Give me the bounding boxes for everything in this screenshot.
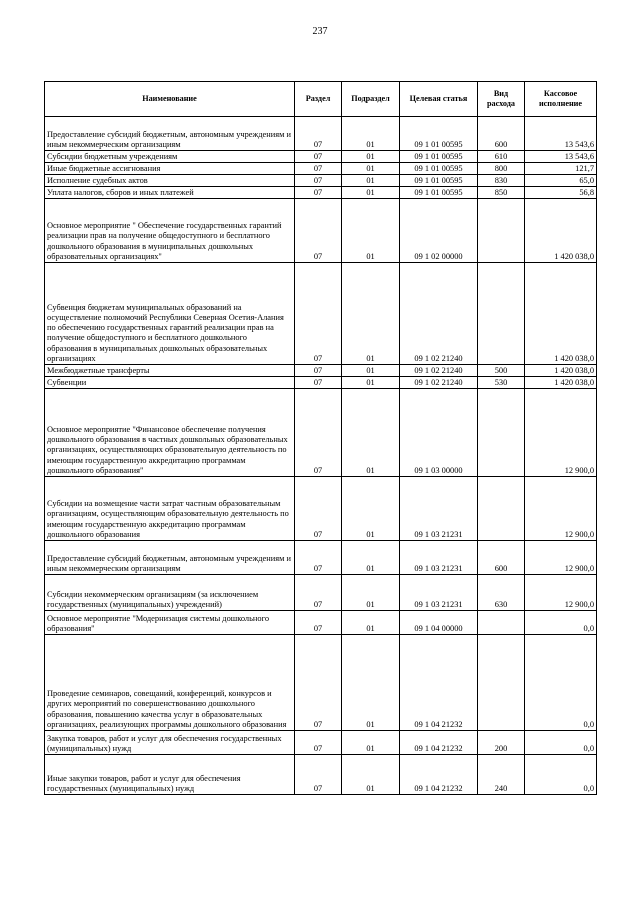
row-amount: 12 900,0 bbox=[525, 575, 597, 611]
row-subsection: 01 bbox=[342, 611, 400, 635]
row-subsection: 01 bbox=[342, 477, 400, 541]
row-subsection: 01 bbox=[342, 199, 400, 263]
row-target: 09 1 02 21240 bbox=[400, 263, 478, 365]
table-row bbox=[45, 477, 597, 541]
row-type: 600 bbox=[478, 117, 525, 151]
header-cash-execution: Кассовое исполнение bbox=[525, 82, 597, 117]
table-row bbox=[45, 175, 597, 187]
row-subsection: 01 bbox=[342, 377, 400, 389]
row-amount: 1 420 038,0 bbox=[525, 365, 597, 377]
row-target: 09 1 03 00000 bbox=[400, 389, 478, 477]
row-target: 09 1 01 00595 bbox=[400, 175, 478, 187]
row-type bbox=[478, 199, 525, 263]
row-section: 07 bbox=[295, 755, 342, 795]
row-section: 07 bbox=[295, 187, 342, 199]
table-row bbox=[45, 199, 597, 263]
header-expense-type: Вид расхода bbox=[478, 82, 525, 117]
header-target-article: Целевая статья bbox=[400, 82, 478, 117]
row-target: 09 1 02 00000 bbox=[400, 199, 478, 263]
row-target: 09 1 01 00595 bbox=[400, 187, 478, 199]
row-subsection: 01 bbox=[342, 541, 400, 575]
row-type: 800 bbox=[478, 163, 525, 175]
row-section: 07 bbox=[295, 175, 342, 187]
row-section: 07 bbox=[295, 635, 342, 731]
row-subsection: 01 bbox=[342, 755, 400, 795]
row-amount: 1 420 038,0 bbox=[525, 377, 597, 389]
row-section: 07 bbox=[295, 731, 342, 755]
row-type: 830 bbox=[478, 175, 525, 187]
row-amount: 13 543,6 bbox=[525, 151, 597, 163]
row-target: 09 1 01 00595 bbox=[400, 163, 478, 175]
table-row bbox=[45, 117, 597, 151]
row-type bbox=[478, 635, 525, 731]
page-number: 237 bbox=[312, 26, 328, 37]
row-subsection: 01 bbox=[342, 365, 400, 377]
header-name: Наименование bbox=[45, 82, 295, 117]
row-section: 07 bbox=[295, 151, 342, 163]
table-row bbox=[45, 365, 597, 377]
row-name: Межбюджетные трансферты bbox=[45, 365, 295, 377]
table-row bbox=[45, 731, 597, 755]
row-name: Уплата налогов, сборов и иных платежей bbox=[45, 187, 295, 199]
row-section: 07 bbox=[295, 389, 342, 477]
row-type: 500 bbox=[478, 365, 525, 377]
row-subsection: 01 bbox=[342, 731, 400, 755]
row-name: Предоставление субсидий бюджетным, автономным учреждениям и иным некоммерческим организациям bbox=[45, 541, 295, 575]
row-target: 09 1 04 00000 bbox=[400, 611, 478, 635]
row-subsection: 01 bbox=[342, 163, 400, 175]
row-subsection: 01 bbox=[342, 263, 400, 365]
row-target: 09 1 02 21240 bbox=[400, 365, 478, 377]
row-name: Субвенция бюджетам муниципальных образований на осуществление полномочий Республики Северная Осетия-Алания по обеспечению государственных гарантий реализации прав на получение общедоступного и бесплатного дошкольного образования в муниципальных дошкольных образовательных организациях bbox=[45, 263, 295, 365]
row-target: 09 1 03 21231 bbox=[400, 575, 478, 611]
row-name: Иные бюджетные ассигнования bbox=[45, 163, 295, 175]
row-subsection: 01 bbox=[342, 575, 400, 611]
row-amount: 0,0 bbox=[525, 635, 597, 731]
row-target: 09 1 03 21231 bbox=[400, 477, 478, 541]
row-name: Закупка товаров, работ и услуг для обеспечения государственных (муниципальных) нужд bbox=[45, 731, 295, 755]
row-amount: 0,0 bbox=[525, 731, 597, 755]
row-subsection: 01 bbox=[342, 151, 400, 163]
row-amount: 12 900,0 bbox=[525, 541, 597, 575]
table-row bbox=[45, 187, 597, 199]
row-target: 09 1 01 00595 bbox=[400, 151, 478, 163]
row-section: 07 bbox=[295, 117, 342, 151]
row-type bbox=[478, 389, 525, 477]
row-type: 530 bbox=[478, 377, 525, 389]
row-target: 09 1 02 21240 bbox=[400, 377, 478, 389]
table-row bbox=[45, 389, 597, 477]
table-header-row bbox=[45, 82, 597, 117]
row-amount: 56,8 bbox=[525, 187, 597, 199]
row-name: Проведение семинаров, совещаний, конференций, конкурсов и других мероприятий по совершенствованию дошкольного образования, повышению качества услуг в образовательных организациях, реализующих программы дошкольного образования bbox=[45, 635, 295, 731]
table-row bbox=[45, 263, 597, 365]
row-name: Субвенции bbox=[45, 377, 295, 389]
row-name: Исполнение судебных актов bbox=[45, 175, 295, 187]
row-type: 610 bbox=[478, 151, 525, 163]
row-target: 09 1 04 21232 bbox=[400, 635, 478, 731]
row-section: 07 bbox=[295, 163, 342, 175]
row-amount: 13 543,6 bbox=[525, 117, 597, 151]
row-name: Иные закупки товаров, работ и услуг для обеспечения государственных (муниципальных) нужд bbox=[45, 755, 295, 795]
header-section: Раздел bbox=[295, 82, 342, 117]
row-name: Основное мероприятие "Модернизация системы дошкольного образования" bbox=[45, 611, 295, 635]
budget-table bbox=[44, 81, 597, 795]
row-amount: 1 420 038,0 bbox=[525, 199, 597, 263]
row-subsection: 01 bbox=[342, 389, 400, 477]
row-section: 07 bbox=[295, 377, 342, 389]
row-section: 07 bbox=[295, 611, 342, 635]
row-amount: 0,0 bbox=[525, 755, 597, 795]
row-subsection: 01 bbox=[342, 117, 400, 151]
row-target: 09 1 03 21231 bbox=[400, 541, 478, 575]
table-row bbox=[45, 611, 597, 635]
row-name: Субсидии некоммерческим организациям (за исключением государственных (муниципальных) учреждений) bbox=[45, 575, 295, 611]
row-type: 240 bbox=[478, 755, 525, 795]
table-row bbox=[45, 635, 597, 731]
row-target: 09 1 04 21232 bbox=[400, 755, 478, 795]
row-name: Основное мероприятие "Финансовое обеспечение получения дошкольного образования в частных дошкольных образовательных организациях, осуществляющих образовательную деятельность по имеющим государственную аккредитацию программам дошкольного образования" bbox=[45, 389, 295, 477]
row-subsection: 01 bbox=[342, 635, 400, 731]
row-name: Субсидии на возмещение части затрат частным образовательным организациям, осуществляющим образовательную деятельность по имеющим государственную аккредитацию программам дошкольного образования bbox=[45, 477, 295, 541]
row-subsection: 01 bbox=[342, 175, 400, 187]
row-name: Основное мероприятие " Обеспечение государственных гарантий реализации прав на получение общедоступного и бесплатного дошкольного образования в муниципальных дошкольных образовательных организациях" bbox=[45, 199, 295, 263]
table-row bbox=[45, 541, 597, 575]
row-target: 09 1 04 21232 bbox=[400, 731, 478, 755]
row-name: Предоставление субсидий бюджетным, автономным учреждениям и иным некоммерческим организациям bbox=[45, 117, 295, 151]
row-type: 200 bbox=[478, 731, 525, 755]
row-subsection: 01 bbox=[342, 187, 400, 199]
table-row bbox=[45, 163, 597, 175]
row-type: 850 bbox=[478, 187, 525, 199]
row-type bbox=[478, 611, 525, 635]
row-section: 07 bbox=[295, 575, 342, 611]
row-section: 07 bbox=[295, 365, 342, 377]
row-amount: 12 900,0 bbox=[525, 477, 597, 541]
row-type bbox=[478, 477, 525, 541]
row-amount: 65,0 bbox=[525, 175, 597, 187]
row-name: Субсидии бюджетным учреждениям bbox=[45, 151, 295, 163]
row-section: 07 bbox=[295, 541, 342, 575]
table-row bbox=[45, 755, 597, 795]
row-target: 09 1 01 00595 bbox=[400, 117, 478, 151]
row-amount: 12 900,0 bbox=[525, 389, 597, 477]
row-section: 07 bbox=[295, 199, 342, 263]
row-section: 07 bbox=[295, 263, 342, 365]
row-amount: 0,0 bbox=[525, 611, 597, 635]
table-row bbox=[45, 151, 597, 163]
table-row bbox=[45, 377, 597, 389]
row-type: 630 bbox=[478, 575, 525, 611]
table-row bbox=[45, 575, 597, 611]
row-amount: 121,7 bbox=[525, 163, 597, 175]
row-amount: 1 420 038,0 bbox=[525, 263, 597, 365]
row-section: 07 bbox=[295, 477, 342, 541]
row-type: 600 bbox=[478, 541, 525, 575]
header-subsection: Подраздел bbox=[342, 82, 400, 117]
row-type bbox=[478, 263, 525, 365]
